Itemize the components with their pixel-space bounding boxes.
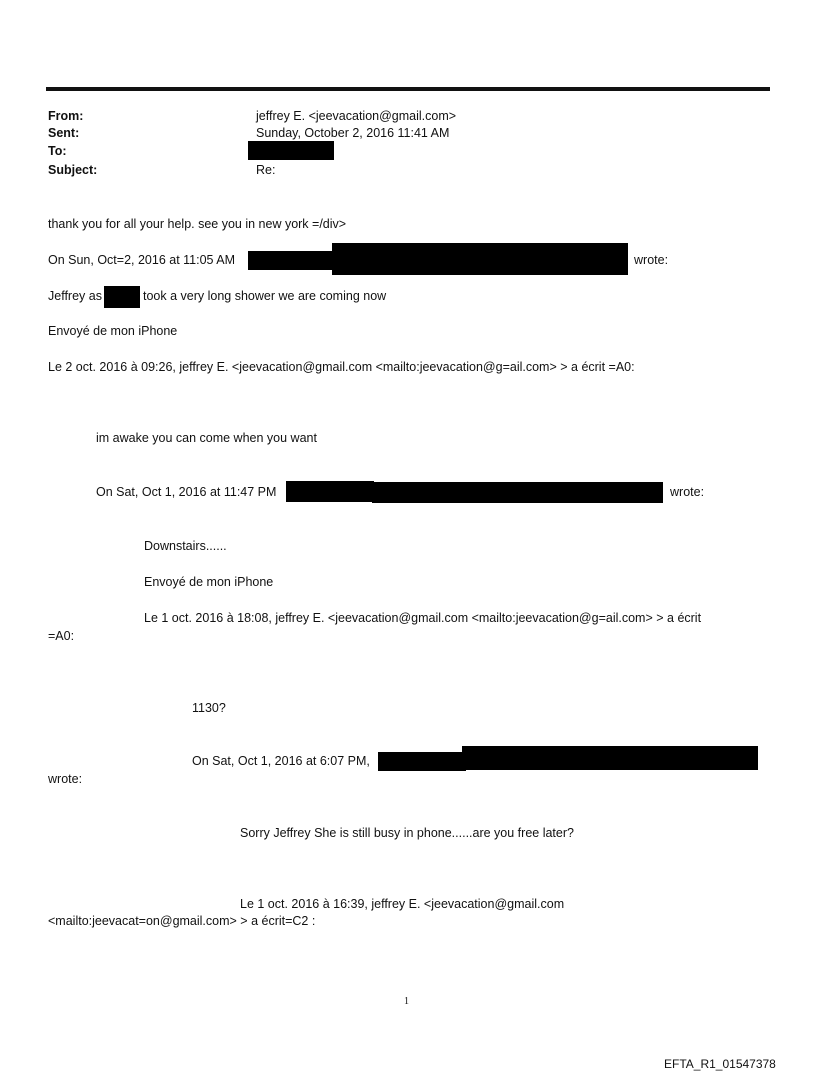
redaction-sender-2	[286, 481, 374, 502]
redaction-sender-1	[248, 251, 332, 270]
from-value: jeffrey E. <jeevacation@gmail.com>	[256, 109, 457, 123]
body-line-on-sat-1147: On Sat, Oct 1, 2016 at 11:47 PM	[96, 485, 277, 499]
body-line-le-1-oct-1639: Le 1 oct. 2016 à 16:39, jeffrey E. <jeevacation@gmail.com	[240, 897, 565, 911]
body-line-downstairs: Downstairs......	[144, 539, 227, 553]
sent-value: Sunday, October 2, 2016 11:41 AM	[256, 126, 450, 140]
body-line-on-sat-607: On Sat, Oct 1, 2016 at 6:07 PM,	[192, 754, 370, 768]
redaction-name	[104, 286, 140, 308]
body-line-shower: took a very long shower we are coming now	[143, 289, 387, 303]
redaction-sender-3	[378, 752, 466, 771]
body-line-sorry: Sorry Jeffrey She is still busy in phone......are you free later?	[240, 826, 574, 840]
body-line-le-1-oct-1808: Le 1 oct. 2016 à 18:08, jeffrey E. <jeevacation@gmail.com <mailto:jeevacation@g=ail.com> > a écrit	[144, 611, 702, 625]
redaction-email-3	[462, 746, 758, 770]
body-line-im-awake: im awake you can come when you want	[96, 431, 317, 445]
body-line-le-1-oct-1808-cont: =A0:	[48, 629, 75, 643]
body-line-le-2-oct: Le 2 oct. 2016 à 09:26, jeffrey E. <jeevacation@gmail.com <mailto:jeevacation@g=ail.com> > a écrit =A0:	[48, 360, 635, 374]
body-line-jeffrey-as: Jeffrey as	[48, 289, 102, 303]
body-line-thanks: thank you for all your help. see you in new york =/div>	[48, 217, 347, 231]
body-line-on-sat-1147-wrote: wrote:	[670, 485, 705, 499]
subject-label: Subject:	[48, 163, 98, 177]
redaction-email-2	[372, 482, 663, 503]
body-line-envoye-1: Envoyé de mon iPhone	[48, 324, 178, 338]
from-label: From:	[48, 109, 84, 123]
sent-label: Sent:	[48, 126, 80, 140]
subject-value: Re:	[256, 163, 276, 177]
body-line-envoye-2: Envoyé de mon iPhone	[144, 575, 274, 589]
redaction-to	[248, 141, 334, 160]
body-line-le-1-oct-1639-cont: <mailto:jeevacat=on@gmail.com> > a écrit=C2 :	[48, 914, 316, 928]
body-line-on-sat-607-wrote: wrote:	[48, 772, 83, 786]
header-rule	[46, 87, 770, 91]
redaction-email-1	[332, 243, 628, 275]
body-line-on-sun-wrote: wrote:	[634, 253, 669, 267]
body-line-on-sun: On Sun, Oct=2, 2016 at 11:05 AM	[48, 253, 236, 267]
document-id: EFTA_R1_01547378	[664, 1057, 776, 1071]
to-label: To:	[48, 144, 67, 158]
body-line-1130: 1130?	[192, 701, 226, 715]
page-number: 1	[404, 996, 409, 1007]
